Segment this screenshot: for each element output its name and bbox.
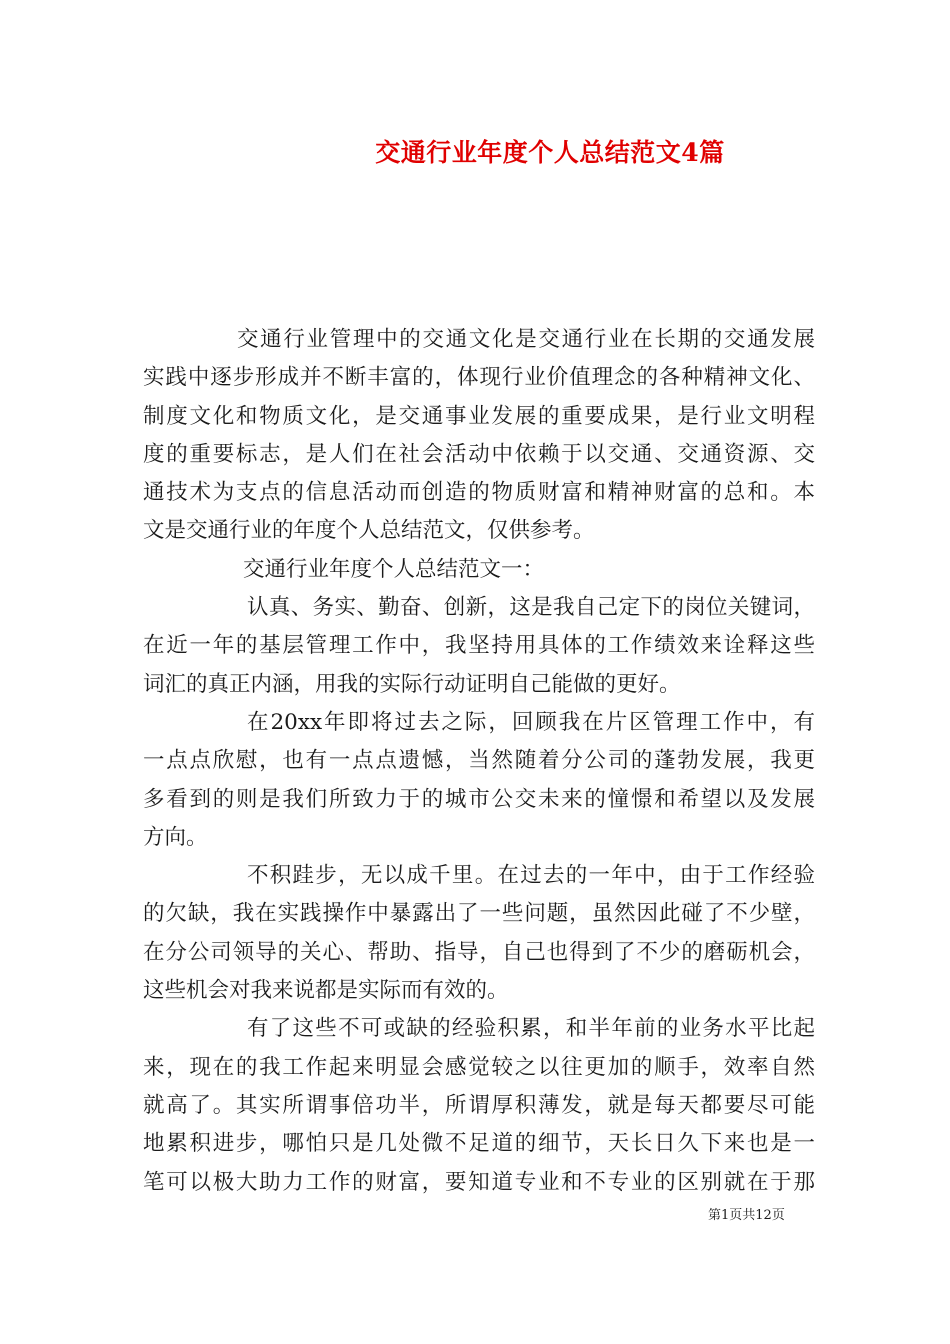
paragraph-experience (143, 857, 815, 1010)
text-line: 多看到的则是我们所致力于的城市公交未来的憧憬和希望以及发展 (143, 786, 815, 812)
page-number-footer: 第1页共12页 (708, 1208, 785, 1223)
text-line: 通技术为支点的信息活动而创造的物质财富和精神财富的总和。本 (143, 480, 815, 506)
paragraph-review (143, 704, 815, 857)
text-line: 来，现在的我工作起来明显会感觉较之以往更加的顺手，效率自然 (143, 1054, 815, 1080)
text-line: 交通行业管理中的交通文化是交通行业在长期的交通发展 (237, 327, 815, 352)
text-line: 制度文化和物质文化，是交通事业发展的重要成果，是行业文明程 (143, 403, 815, 429)
text-line: 认真、务实、勤奋、创新，这是我自己定下的岗位关键词， (247, 595, 815, 621)
text-line: 一点点欣慰，也有一点点遗憾，当然随着分公司的蓬勃发展，我更 (143, 748, 815, 774)
text-line: 词汇的真正内涵，用我的实际行动证明自己能做的更好。 (143, 671, 681, 697)
text-line: 地累积进步，哪怕只是几处微不足道的细节，天长日久下来也是一 (143, 1131, 815, 1157)
paragraph-accumulation (143, 1010, 815, 1201)
text-line: 度的重要标志，是人们在社会活动中依赖于以交通、交通资源、交 (143, 441, 815, 467)
text-line: 不积跬步，无以成千里。在过去的一年中，由于工作经验 (247, 863, 815, 889)
text-line: 交通行业年度个人总结范文一： (243, 556, 545, 582)
text-line: 实践中逐步形成并不断丰富的，体现行业价值理念的各种精神文化、 (143, 365, 815, 391)
text-line: 文是交通行业的年度个人总结范文，仅供参考。 (143, 518, 595, 544)
paragraph-intro (143, 321, 815, 551)
text-line: 这些机会对我来说都是实际而有效的。 (143, 978, 509, 1004)
document-title: 交通行业年度个人总结范文4篇 (375, 138, 725, 167)
text-line: 在近一年的基层管理工作中，我坚持用具体的工作绩效来诠释这些 (143, 633, 815, 659)
text-line: 方向。 (143, 824, 208, 850)
document-body (143, 321, 815, 1202)
text-line: 的欠缺，我在实践操作中暴露出了一些问题，虽然因此碰了不少壁， (143, 901, 815, 927)
text-line: 有了这些不可或缺的经验积累，和半年前的业务水平比起 (247, 1016, 815, 1042)
text-line: 在20xx年即将过去之际，回顾我在片区管理工作中，有 (247, 709, 815, 735)
text-line: 笔可以极大助力工作的财富，要知道专业和不专业的区别就在于那 (143, 1169, 815, 1195)
paragraph-section-heading (143, 551, 815, 589)
text-line: 就高了。其实所谓事倍功半，所谓厚积薄发，就是每天都要尽可能 (143, 1092, 815, 1118)
text-line: 在分公司领导的关心、帮助、指导，自己也得到了不少的磨砺机会， (143, 939, 815, 965)
paragraph-keywords (143, 589, 815, 704)
